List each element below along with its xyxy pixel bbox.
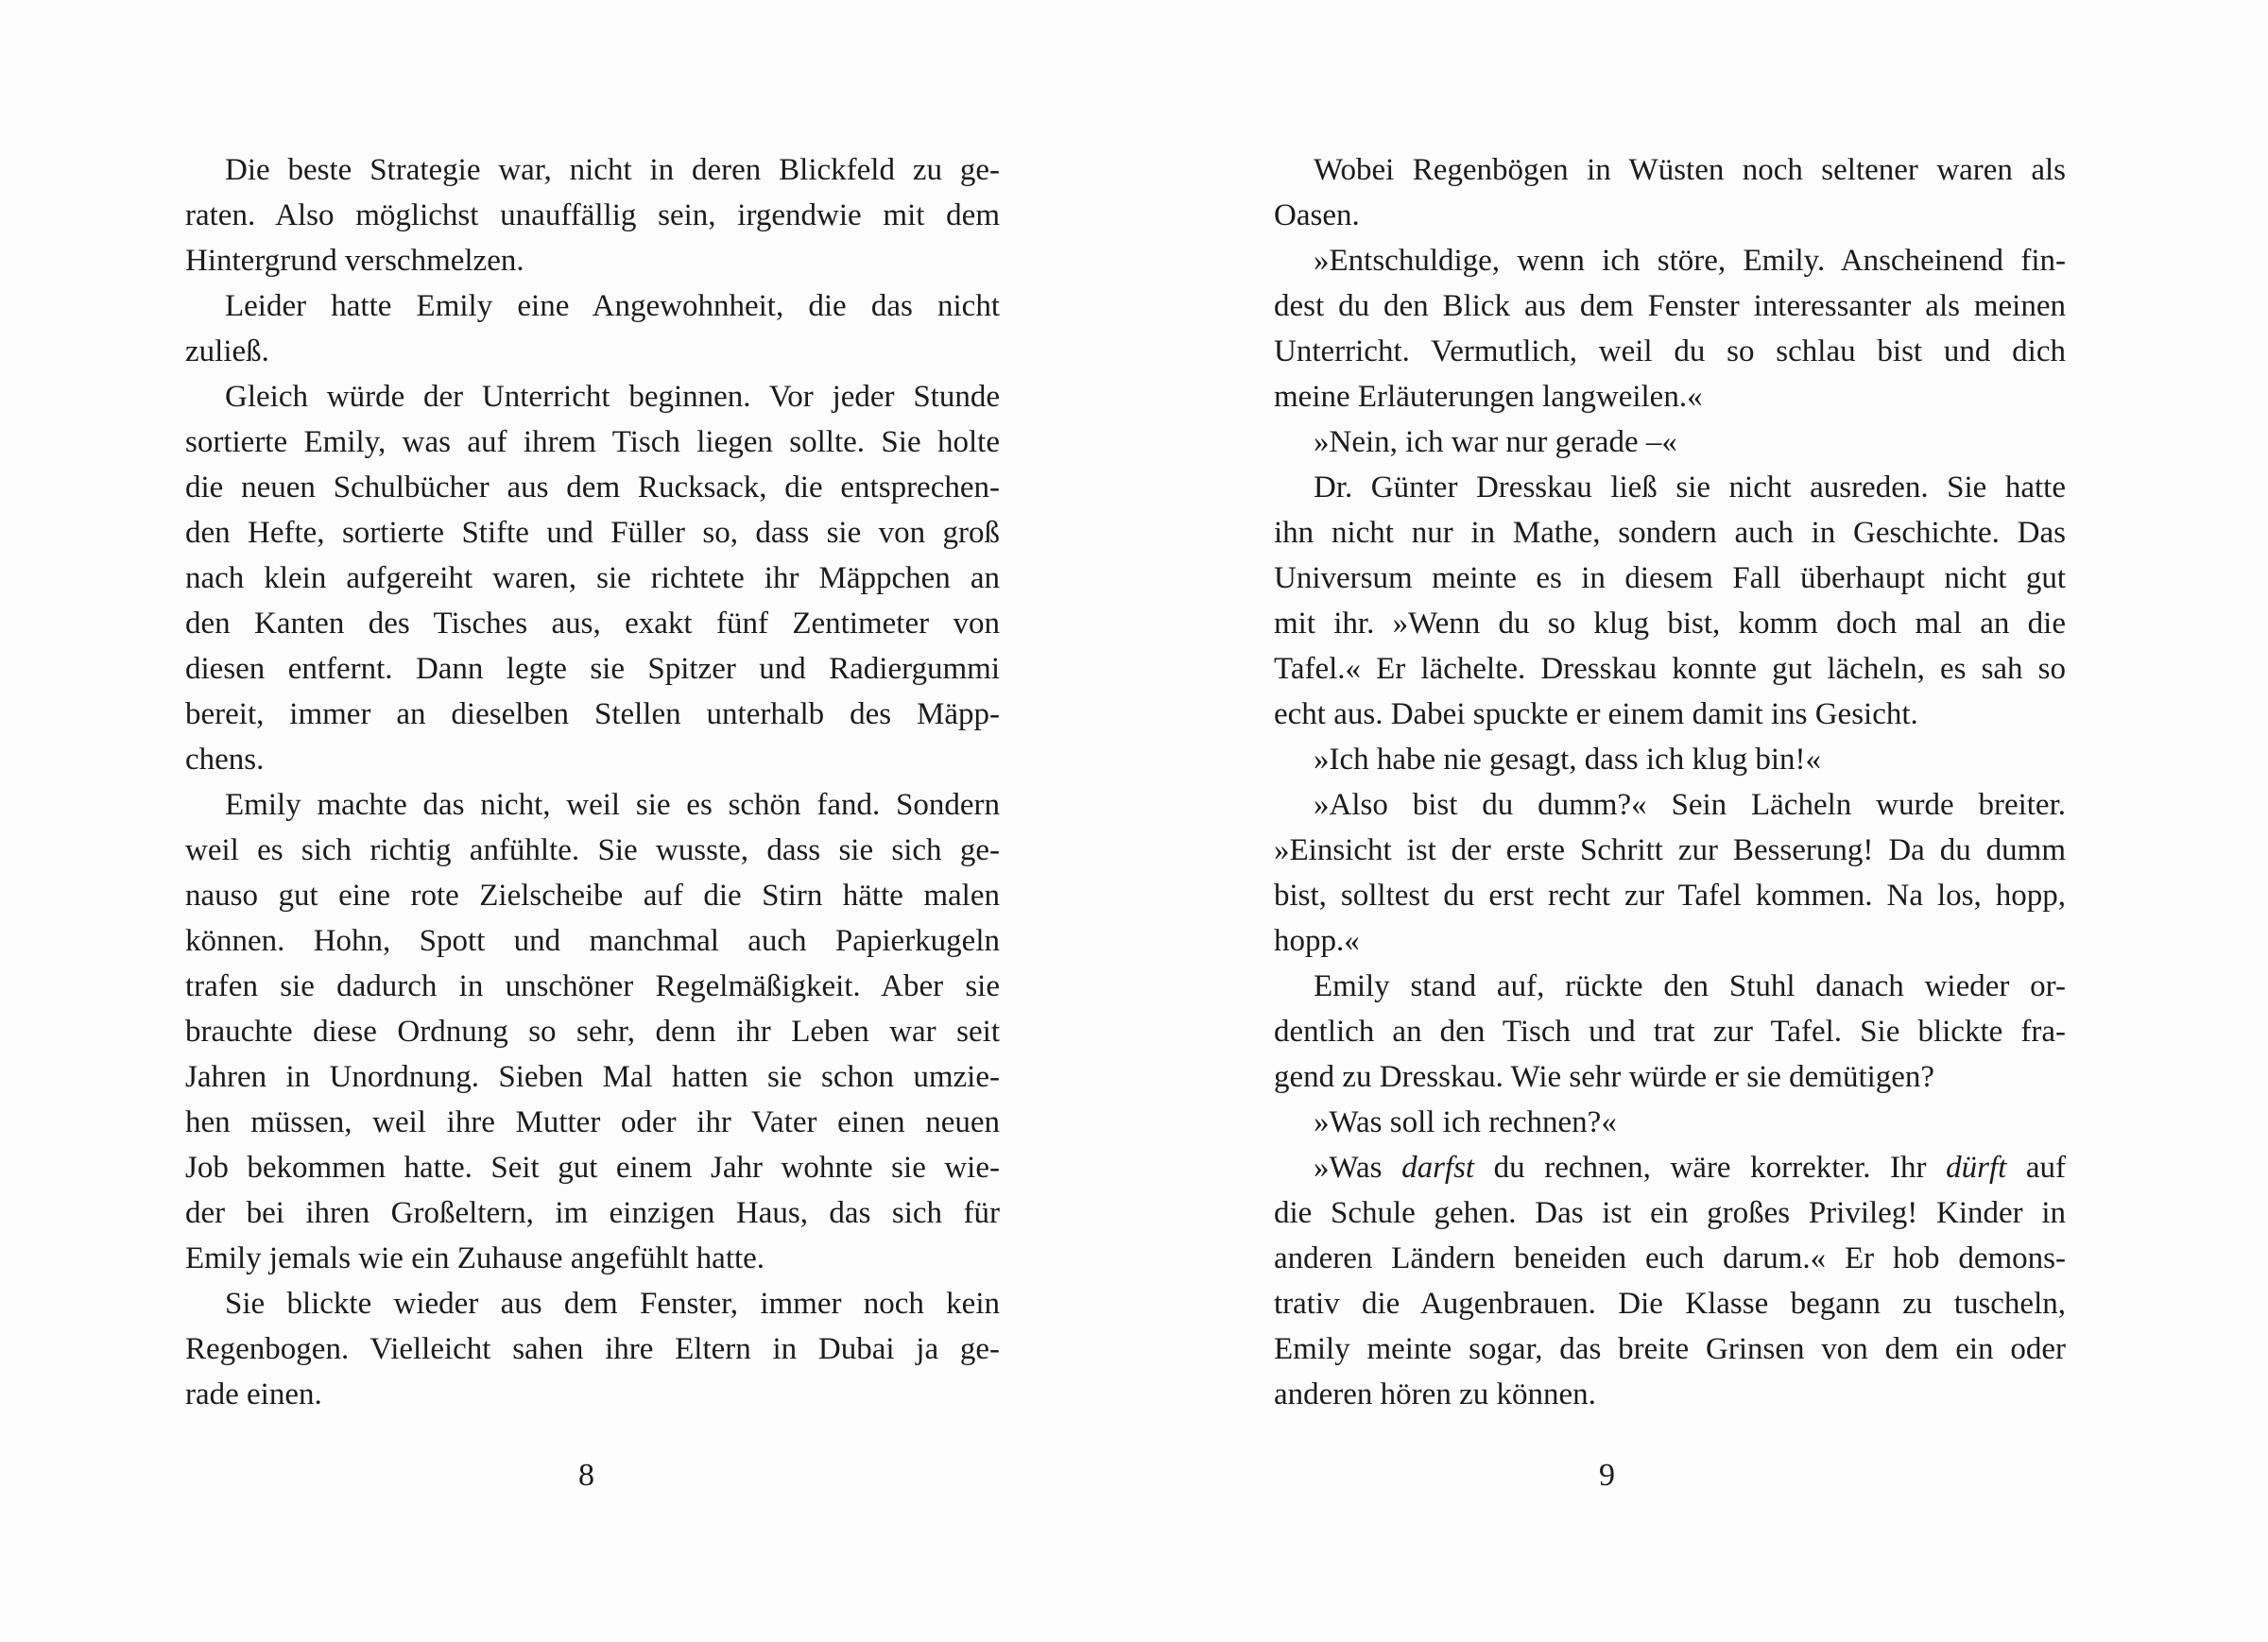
text-line: anderen hören zu können. bbox=[1274, 1377, 1596, 1411]
text-line: »Nein, ich war nur gerade –« bbox=[1314, 425, 1677, 459]
text-line: Oasen. bbox=[1274, 198, 1360, 232]
text-line: »Also bist du dumm?« Sein Lächeln wurde breiter. bbox=[1314, 788, 2066, 822]
text-line: Gleich würde der Unterricht beginnen. Vor jeder Stunde bbox=[225, 380, 1000, 414]
text-line: den Hefte, sortierte Stifte und Füller so, dass sie von groß bbox=[185, 516, 1000, 550]
text-line: »Entschuldige, wenn ich störe, Emily. Anscheinend fin- bbox=[1314, 244, 2066, 278]
text-line: bereit, immer an dieselben Stellen unterhalb des Mäpp- bbox=[185, 697, 1000, 731]
text-line: Unterricht. Vermutlich, weil du so schlau bist und dich bbox=[1274, 334, 2066, 368]
text-line: können. Hohn, Spott und manchmal auch Papierkugeln bbox=[185, 924, 1000, 958]
text-line: chens. bbox=[185, 743, 265, 777]
italic-word: darfst bbox=[1401, 1151, 1475, 1185]
text-line: nauso gut eine rote Zielscheibe auf die Stirn hätte malen bbox=[185, 879, 1000, 913]
text-line: Job bekommen hatte. Seit gut einem Jahr wohnte sie wie- bbox=[185, 1151, 1000, 1185]
text-line: den Kanten des Tisches aus, exakt fünf Zentimeter von bbox=[185, 607, 1000, 641]
text-line: weil es sich richtig anfühlte. Sie wusste, dass sie sich ge- bbox=[185, 833, 1000, 867]
text-line: raten. Also möglichst unauffällig sein, irgendwie mit dem bbox=[185, 198, 1000, 232]
text-line: rade einen. bbox=[185, 1377, 322, 1411]
text-line: Tafel.« Er lächelte. Dresskau konnte gut lächeln, es sah so bbox=[1274, 652, 2066, 686]
text-segment: »Was bbox=[1314, 1151, 1402, 1185]
text-line: dentlich an den Tisch und trat zur Tafel. Sie blickte fra- bbox=[1274, 1015, 2066, 1049]
text-segment: du rechnen, wäre korrekter. Ihr bbox=[1474, 1151, 1947, 1185]
text-line: »Einsicht ist der erste Schritt zur Besserung! Da du dumm bbox=[1274, 833, 2066, 867]
text-line bbox=[1274, 1145, 2066, 1190]
text-line: Hintergrund verschmelzen. bbox=[185, 244, 524, 278]
text-line: Leider hatte Emily eine Angewohnheit, die das nicht bbox=[225, 289, 1000, 323]
text-line: »Ich habe nie gesagt, dass ich klug bin!« bbox=[1314, 743, 1822, 777]
page-left bbox=[185, 147, 1000, 1417]
text-line: die neuen Schulbücher aus dem Rucksack, die entsprechen- bbox=[185, 470, 1000, 505]
page-right bbox=[1274, 147, 2066, 1417]
text-line: diesen entfernt. Dann legte sie Spitzer und Radiergummi bbox=[185, 652, 1000, 686]
text-line: echt aus. Dabei spuckte er einem damit ins Gesicht. bbox=[1274, 697, 1918, 731]
text-line: sortierte Emily, was auf ihrem Tisch liegen sollte. Sie holte bbox=[185, 425, 1000, 459]
text-line: Emily machte das nicht, weil sie es schön fand. Sondern bbox=[225, 788, 1000, 822]
text-line: anderen Ländern beneiden euch darum.« Er hob demons- bbox=[1274, 1241, 2066, 1275]
text-line: ihn nicht nur in Mathe, sondern auch in Geschichte. Das bbox=[1274, 516, 2066, 550]
text-line: Die beste Strategie war, nicht in deren Blickfeld zu ge- bbox=[225, 153, 1000, 187]
text-line: trafen sie dadurch in unschöner Regelmäßigkeit. Aber sie bbox=[185, 969, 1000, 1003]
text-line: bist, solltest du erst recht zur Tafel kommen. Na los, hopp, bbox=[1274, 879, 2066, 913]
text-line: der bei ihren Großeltern, im einzigen Haus, das sich für bbox=[185, 1196, 1000, 1230]
text-line: Emily stand auf, rückte den Stuhl danach wieder or- bbox=[1314, 969, 2066, 1003]
page-number-right: 9 bbox=[1599, 1458, 1615, 1493]
text-line: Sie blickte wieder aus dem Fenster, immer noch kein bbox=[225, 1287, 1000, 1321]
text-line: zuließ. bbox=[185, 334, 269, 368]
text-line: gend zu Dresskau. Wie sehr würde er sie demütigen? bbox=[1274, 1060, 1935, 1094]
text-line: mit ihr. »Wenn du so klug bist, komm doch mal an die bbox=[1274, 607, 2066, 641]
text-line: dest du den Blick aus dem Fenster interessanter als meinen bbox=[1274, 289, 2066, 323]
text-line: »Was soll ich rechnen?« bbox=[1314, 1105, 1617, 1139]
text-line: nach klein aufgereiht waren, sie richtete ihr Mäppchen an bbox=[185, 561, 1000, 595]
text-line: die Schule gehen. Das ist ein großes Privileg! Kinder in bbox=[1274, 1196, 2066, 1230]
text-line: Dr. Günter Dresskau ließ sie nicht ausreden. Sie hatte bbox=[1314, 470, 2066, 505]
text-line: Regenbogen. Vielleicht sahen ihre Eltern in Dubai ja ge- bbox=[185, 1332, 1000, 1366]
text-line: Wobei Regenbögen in Wüsten noch seltener waren als bbox=[1314, 153, 2066, 187]
text-line: Universum meinte es in diesem Fall überhaupt nicht gut bbox=[1274, 561, 2066, 595]
text-line: hopp.« bbox=[1274, 924, 1360, 958]
text-line: trativ die Augenbrauen. Die Klasse begann zu tuscheln, bbox=[1274, 1287, 2066, 1321]
text-line: brauchte diese Ordnung so sehr, denn ihr Leben war seit bbox=[185, 1015, 1000, 1049]
text-line: meine Erläuterungen langweilen.« bbox=[1274, 380, 1703, 414]
text-line: Emily meinte sogar, das breite Grinsen von dem ein oder bbox=[1274, 1332, 2066, 1366]
text-line: Jahren in Unordnung. Sieben Mal hatten sie schon umzie- bbox=[185, 1060, 1000, 1094]
text-segment: auf bbox=[2006, 1151, 2066, 1185]
text-line: hen müssen, weil ihre Mutter oder ihr Vater einen neuen bbox=[185, 1105, 1000, 1139]
page-number-left: 8 bbox=[578, 1458, 594, 1493]
italic-word: dürft bbox=[1946, 1151, 2007, 1185]
text-line: Emily jemals wie ein Zuhause angefühlt hatte. bbox=[185, 1241, 765, 1275]
